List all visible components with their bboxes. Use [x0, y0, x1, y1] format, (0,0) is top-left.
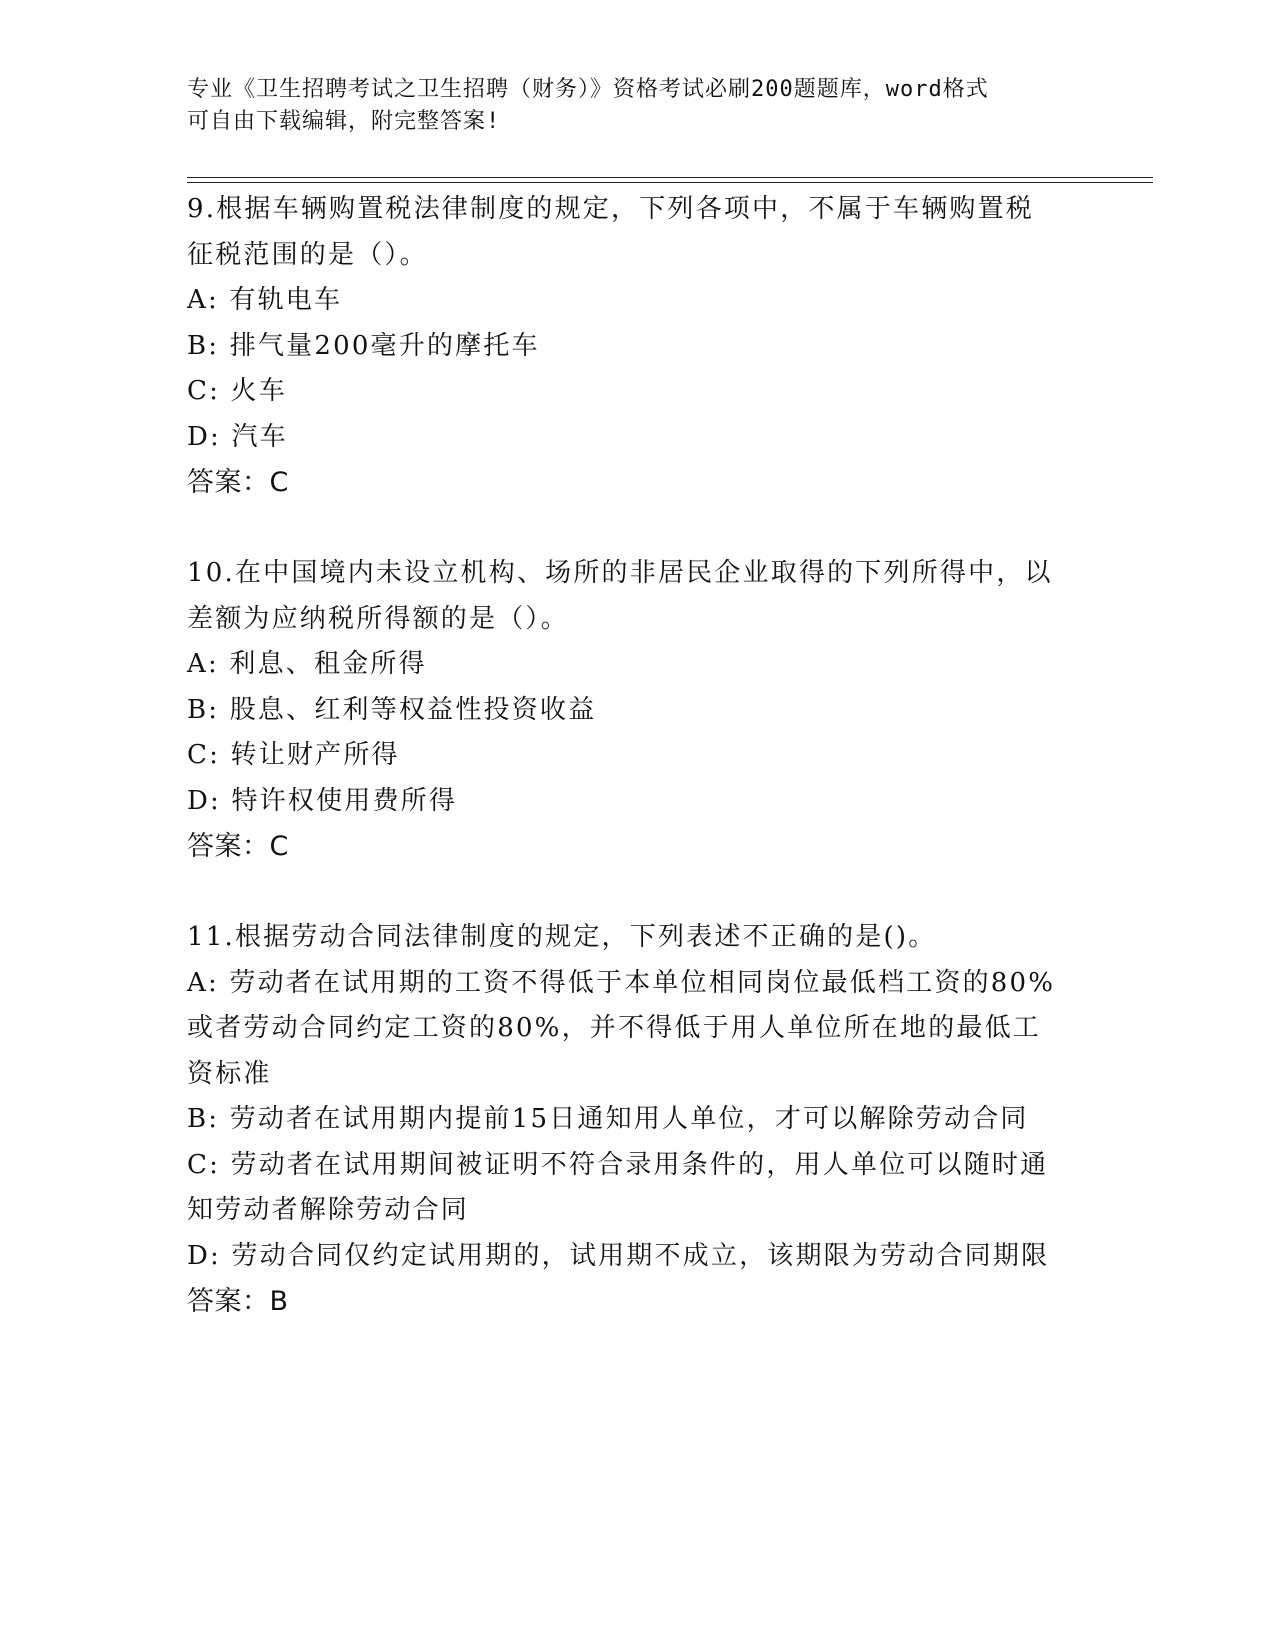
option-c: C: 劳动者在试用期间被证明不符合录用条件的，用人单位可以随时通: [187, 1149, 1049, 1180]
header-divider-top: [187, 177, 1153, 178]
option-c: C: 转让财产所得: [187, 740, 400, 770]
question-text-line: 征税范围的是（）。: [187, 239, 428, 270]
question-text-line: 差额为应纳税所得额的是（）。: [187, 603, 569, 634]
option-c: C: 火车: [187, 376, 287, 406]
option-d: D: 汽车: [187, 421, 288, 452]
question-text-line: 11.根据劳动合同法律制度的规定，下列表述不正确的是()。: [187, 922, 937, 952]
option-b: B: 股息、红利等权益性投资收益: [187, 694, 597, 725]
option-a: A: 有轨电车: [187, 285, 343, 315]
option-d: D: 劳动合同仅约定试用期的，试用期不成立，该期限为劳动合同期限: [187, 1240, 1050, 1271]
answer-line: 答案：B: [187, 1286, 289, 1317]
document-header: [187, 74, 1067, 138]
option-b: B: 排气量200毫升的摩托车: [187, 330, 540, 361]
question-text-line: 10.在中国境内未设立机构、场所的非居民企业取得的下列所得中，以: [187, 558, 1053, 588]
question-text-line: 9.根据车辆购置税法律制度的规定，下列各项中，不属于车辆购置税: [187, 194, 1035, 224]
option-a: A: 劳动者在试用期的工资不得低于本单位相同岗位最低档工资的80%: [187, 967, 1056, 998]
option-c-continued: 知劳动者解除劳动合同: [187, 1195, 470, 1225]
option-b: B: 劳动者在试用期内提前15日通知用人单位，才可以解除劳动合同: [187, 1104, 1029, 1134]
option-d: D: 特许权使用费所得: [187, 785, 458, 816]
header-divider-bottom: [187, 182, 1153, 183]
answer-line: 答案：C: [187, 467, 289, 498]
question-11: [187, 915, 1087, 1325]
question-10: [187, 551, 1087, 870]
option-a-continued: 资标准: [187, 1058, 272, 1089]
header-line-1: 专业《卫生招聘考试之卫生招聘（财务）》资格考试必刷200题题库，word格式: [187, 77, 989, 102]
option-a: A: 利息、租金所得: [187, 649, 427, 679]
answer-line: 答案：C: [187, 831, 289, 862]
question-9: [187, 187, 1087, 506]
option-a-continued: 或者劳动合同约定工资的80%，并不得低于用人单位所在地的最低工: [187, 1013, 1041, 1043]
header-line-2: 可自由下载编辑，附完整答案!: [187, 109, 501, 134]
